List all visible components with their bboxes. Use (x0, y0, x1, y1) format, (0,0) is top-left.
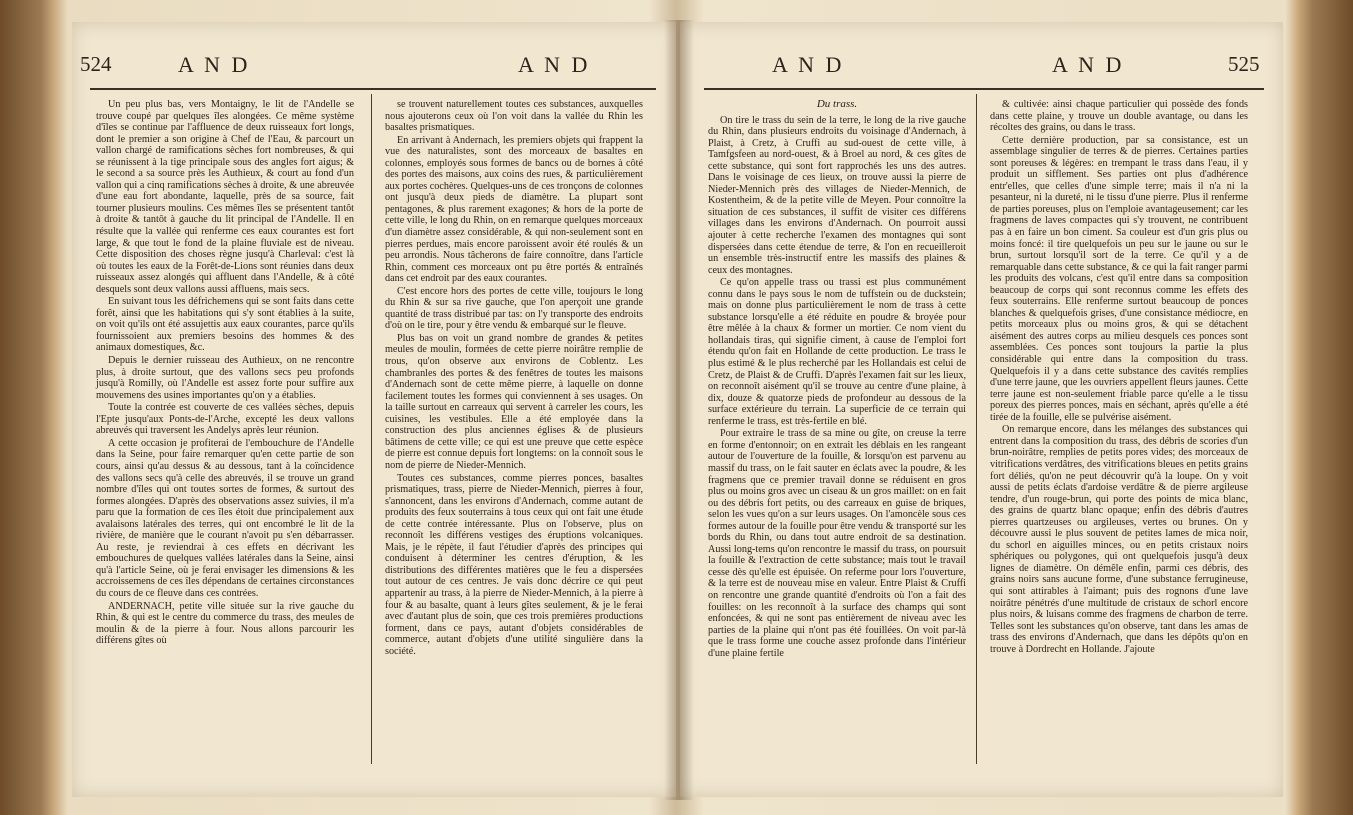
paragraph: On remarque encore, dans les mélanges des substances qui entrent dans la composition du trass, des débris de scories d'un brun-noirâtre, remplies de petits pores vides; des morceaux de vitrifications verdâtres, des vitrifications bleues en petits grains fort déliés, qu'on ne peut découvrir qu'à la loupe. On y voit aussi de petits éclats d'ardoise verdâtre & de pierre argileuse tendre, d'un rouge-brun, qui porte des points de mica blanc, des grains de quartz blanc opaque; enfin des débris d'autres pierres quartzeuses ou argileuses, vertes ou brunes. On y découvre aussi le plus souvent de petites lames de mica noir, du schorl en aiguilles minces, ou en petits cristaux noirs sphériques ou polygones, qui ont quelquefois jusqu'à deux lignes de diamètre. On démêle enfin, parmi ces débris, des grains noirs sans aucune forme, d'une substance ferrugineuse, qui sont attirables à l'aimant; puis des rognons d'une lave noirâtre pénétrés d'une multitude de cristaux de schorl encore plus noirs, & luisans comme des fragmens de charbon de terre. Telles sont les substances qu'on observe, tant dans les amas de trass des environs d'Andernach, que dans les dépôts qu'on en trouve à Dordrecht en Hollande. J'ajoute (990, 424, 1249, 655)
column-divider (976, 94, 977, 764)
paragraph: Toutes ces substances, comme pierres ponces, basaltes prismatiques, trass, pierre de Nieder-Mennich, pierres à four, s'annoncent, dans les environs d'Andernach, comme autant de produits des feux souterrains à tous ceux qui ont fait une étude de cette contrée intéressante. Plus on l'observe, plus on reconnoît les différens vestiges des éruptions volcaniques. Mais, je le répète, il faut l'étudier d'après des principes qui conduisent à déterminer les centres d'éruption, & les distributions des différentes matières que le feu a dispersées tout autour de ces centres. Je vais donc décrire ce qui peut appartenir au trass, à la pierre de Nieder-Mennich, à la pierre à four & au basalte, quant à leurs gîtes seulement, & je le ferai avec d'autant plus de soin, que ces trois premières productions forment, dans ce pays, autant d'objets considérables de commerce, autant d'objets d'une utilité singulière dans la société. (385, 472, 643, 657)
right-page (680, 22, 1283, 797)
text-column-2 (385, 99, 643, 657)
paragraph: En arrivant à Andernach, les premiers objets qui frappent la vue des naturalistes, sont des morceaux de basaltes en colonnes, employés sous formes de bancs ou de bornes à côté des portes des maisons, aux coins des rues, & particulièrement aux portes cochères. Quelques-uns de ces tronçons de colonnes ont jusqu'à deux pieds de diamètre. La plupart sont pentagones, & plus rarement exagones; & hors de la porte de cette ville, le long du Rhin, on en remarque quelques morceaux d'un diamètre assez considérable, & qui non-seulement sont en pierres perdues, mais encore paroissent avoir été roulés & un peu arrondis. Nous tâcherons de faire connoître, dans l'article Rhin, comment ces morceaux ont pu être portés & entraînés dans cet endroit par des eaux courantes. (385, 134, 644, 285)
running-head: A N D (772, 52, 845, 77)
left-page (72, 22, 676, 797)
page-number: 524 (80, 52, 112, 76)
text-column-1 (96, 99, 354, 647)
running-head: A N D (1052, 52, 1125, 77)
text-column-1 (708, 99, 966, 659)
paragraph: C'est encore hors des portes de cette ville, toujours le long du Rhin & sur sa rive gauche, que l'on aperçoit une grande quantité de trass distribué par tas: on l'y transporte des endroits d'où on le tire, pour y être vendu & embarqué sur le fleuve. (385, 285, 643, 332)
paragraph: & cultivée: ainsi chaque particulier qui possède des fonds dans cette plaine, y trouve un double avantage, ou dans les récoltes des grains, ou dans le trass. (990, 99, 1248, 134)
paragraph: Ce qu'on appelle trass ou trassi est plus communément connu dans le pays sous le nom de tuffstein ou de duckstein; mais on donne plus particulièrement le nom de trass à cette substance lorsqu'elle a été réduite en poudre & broyée pour être mêlée à la chaux & former un mortier. Ce nom vient du hollandais tiras, qui signifie ciment, à cause de l'emploi fort étendu qu'on fait en Hollande de cette production. Le trass le plus estimé & le plus recherché par les Hollandais est celui de Cretz, de Plaist & de Cruffi. D'après l'examen fait sur les lieux, on reconnoît aisément qu'il se trouve au centre d'une plaine, à dix, douze & quatorze pieds de profondeur au dessous de la surface extérieure du terrain. La superficie de ce terrain qui renferme le trass, est très-fertile en blé. (708, 277, 966, 427)
paragraph: Cette dernière production, par sa consistance, est un assemblage singulier de terres & de pierres. Certaines parties sont poreuses & légères: en trempant le trass dans l'eau, il y produit un sifflement. Ses parties ont plus d'adhérence entr'elles, que celles d'une simple terre; mais il n'a ni la pesanteur, ni la dureté, ni le tissu d'une pierre. Plus il renferme de parties poreuses, plus on l'emploie avantageusement; car les fragmens de laves compactes qui s'y trouvent, ne contribuent pas à en faire un bon ciment. Sa couleur est d'un gris plus ou moins foncé: il tire quelquefois un peu sur le jaune ou sur le brun, surtout lorsqu'il sort de la terre. Ce qu'il y a de remarquable dans cette substance, & ce qui la fait ranger parmi les produits des volcans, c'est qu'il entre dans sa composition beaucoup de corps qui sont reconnus comme les effets des feux souterrains. Elle renferme surtout beaucoup de ponces blanches & quelquefois grises, d'une consistance médiocre, en petits morceaux plus ou moins gros, & qui se détachent aisément des autres corps au milieu desquels ces ponces sont assemblées. Ces ponces sont toujours la partie la plus considérable qui entre dans la composition du trass. Quelquefois il y a dans cette substance des cavités remplies d'une terre jaune, que les ouvriers appellent fleurs jaunes. Cette terre jaune est non-seulement friable parce qu'elle a le tissu poreux des pierres ponces, mais en séchant, après qu'elle a été tirée de la fouille, elle se pulvérise aisément. (990, 134, 1248, 423)
text-column-2 (990, 99, 1248, 655)
paragraph: Depuis le dernier ruisseau des Authieux, on ne rencontre plus, à droite surtout, que des vallons secs peu profonds jusqu'à Romilly, où l'Andelle est assez forte pour suffire aux mouvemens des usines importantes qu'on y a établies. (96, 355, 354, 401)
paragraph: se trouvent naturellement toutes ces substances, auxquelles nous ajouterons ceux où l'on voit dans la vallée du Rhin les basaltes prismatiques. (385, 99, 643, 134)
paragraph: En suivant tous les défrichemens qui se sont faits dans cette forêt, ainsi que les habitations qui s'y sont établies à la suite, on voit qu'ils ont été assujettis aux eaux courantes, parce qu'ils fournissoient aux premiers besoins des hommes & des animaux domestiques, &c. (96, 296, 354, 354)
paragraph: Plus bas on voit un grand nombre de grandes & petites meules de moulin, formées de cette pierre noirâtre remplie de trous, qu'on observe aux environs de Coblentz. Les chambranles des portes & des fenêtres de toutes les maisons d'Andernach sont de cette même pierre, à laquelle on donne facilement toutes les formes qui conviennent à ses usages. On la taille surtout en carreaux qui servent à carreler les cours, les cuisines, les vestibules. Elle a été employée dans la construction des plus anciennes églises & de plusieurs bâtimens de cette ville; ce qui est une preuve que cette espèce de pierre est connue depuis fort longtems: on la connoît sous le nom de pierre de Nieder-Mennich. (385, 332, 643, 471)
book-gutter (664, 20, 694, 800)
paragraph: On tire le trass du sein de la terre, le long de la rive gauche du Rhin, dans plusieurs endroits du voisinage d'Andernach, à Plaist, à Cretz, à Cruffi au sud-ouest de cette ville, à Tamfgsfeen au nord-ouest, & à Broel au nord, & ces gîtes de cette substance, qui sont fort rapprochés les uns des autres. Dans le voisinage de ces lieux, on trouve aussi la pierre de Nieder-Mennich près des villages de Nieder-Mennich, de Kostentheim, & de la petite ville de Meyen. Pour connoître la situation de ces substances, il suffit de visiter ces différens villages dans les environs d'Andernach. On pourroit aussi ajouter à cette recherche l'examen des montagnes qui sont dispersées dans cette étendue de terre, & l'on en recueilleroit un ensemble très-instructif entre les massifs des plaines & ceux des montagnes. (708, 114, 966, 276)
paragraph: Toute la contrée est couverte de ces vallées sèches, depuis l'Epte jusqu'aux Ponts-de-l'Arche, excepté les deux vallons abreuvés qui traversent les Andelys après leur réunion. (96, 402, 354, 437)
header-rule (90, 88, 656, 90)
paragraph: ANDERNACH, petite ville située sur la rive gauche du Rhin, & qui est le centre du commerce du trass, des meules de moulin & de la pierre à four. Nous allons parcourir les différens gîtes où (96, 600, 354, 647)
running-head: A N D (178, 52, 251, 77)
header-rule (704, 88, 1264, 90)
paragraph: A cette occasion je profiterai de l'embouchure de l'Andelle dans la Seine, pour faire remarquer qu'en cette partie de son cours, ainsi qu'au dessus & au dessous, tant à la coïncidence des vallons secs qu'à celle des abreuvés, il se trouve un grand nombre d'îles qui ont toutes sortes de formes, & surtout des formes alongées. D'après des observations assez suivies, il m'a paru que la formation de ces îles étoit due principalement aux avalaisons latérales des terres, qui ont encombré le lit de la rivière, de manière que le courant n'avoit pu s'en débarrasser. Au reste, je reviendrai à ces effets en décrivant les embouchures de quelques vallées latérales dans la Seine, ainsi qu'à l'article Seine, où je ferai envisager les dimensions & les accroissemens de ces îles dépendans de certaines circonstances du cours de ce fleuve dans ces contrées. (96, 437, 354, 599)
section-heading: Du trass. (816, 98, 858, 110)
running-head: A N D (518, 52, 591, 77)
paragraph: Pour extraire le trass de sa mine ou gîte, on creuse la terre en forme d'entonnoir; on en extrait les déblais en les rangeant autour de l'ouverture de la fouille, & lorsqu'on est parvenu au massif du trass, on le fait sauter en éclats avec la poudre, & les fragmens que ce premier travail donne se réduisent en gros plus ou moins gros avec un ciseau & un gros maillet: on en fait ou des débris fort petits, ou des carreaux en guise de briques, selon les vues qu'on a sur leurs usages. On l'amoncèle sous ces formes autour de la fouille pour être vendu & transporté sur les bords du Rhin, ou dans tout autre endroit de sa destination. Aussi long-tems qu'on rencontre le massif du trass, on poursuit la fouille & l'extraction de cette substance; mais tout le travail cesse dès qu'elle est épuisée. On referme pour lors l'ouverture, & la terre est de nouveau mise en valeur. Entre Plaist & Cruffi on rencontre une grande quantité d'endroits où l'on a fait des fouilles: on les reconnoît à la surface des champs qui sont enfoncées, & qui ne sont pas entièrement de niveau avec les parties de la plaine qui n'ont pas été fouillées. On voit par-là que le trass forme une couche assez profonde dans l'intérieur d'une plaine fertile (708, 428, 966, 659)
paragraph: Un peu plus bas, vers Montaigny, le lit de l'Andelle se trouve coupé par quelques îles alongées. Ce même système d'îles se continue par l'affluence de deux ruisseaux fort longs, dont le premier a son origine à Chef de l'Eau, & parcourt un vallon chargé de ramifications sèches fort nombreuses, & qui se réunissent à la tige principale sous des angles fort aigus; & le second a sa source près les Authieux, & court au fond d'un vallon qui a cinq ramifications sèches à droite, & une abreuvée d'une eau fort abondante, laquelle, près de sa source, fait tourner plusieurs moulins. Ces mêmes îles se présentent tantôt à droite & tantôt à gauche du lit principal de l'Andelle. Il en résulte que la vallée qui renferme ces eaux courantes est fort large, & que tout le fond de la plaine fluviale est de niveau. Cette disposition des choses règne jusqu'à Charleval: c'est là où toutes les eaux de la Forêt-de-Lions sont réunies dans deux ruisseaux assez alongés qui affluent dans l'Andelle, & à côté desquels sont deux vallons aussi affluens, mais secs. (96, 99, 354, 295)
page-number: 525 (1228, 52, 1260, 76)
column-divider (371, 94, 372, 764)
